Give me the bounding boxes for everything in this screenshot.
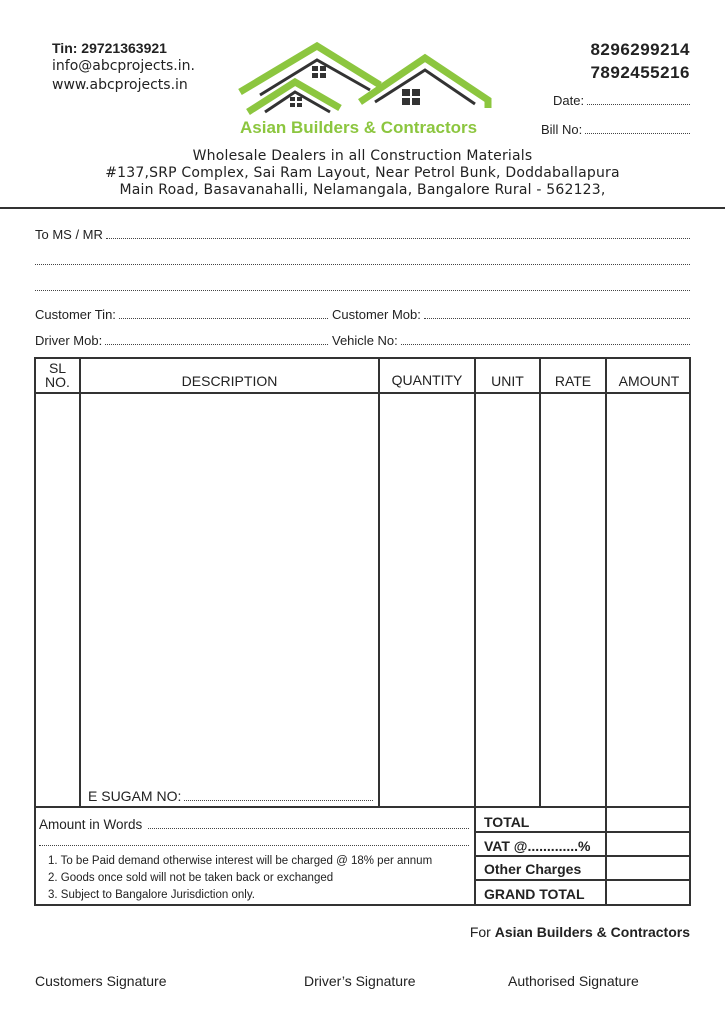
address-line-field-2[interactable] [35,274,690,294]
customer-tin-label: Customer Tin: [35,307,116,322]
col-description: DESCRIPTION [181,373,278,389]
address-line-1: #137,SRP Complex, Sai Ram Layout, Near Petrol Bunk, Doddaballapura [105,165,620,181]
note-3: 3. Subject to Bangalore Jurisdiction only. [48,889,255,901]
customer-signature: Customers Signature [35,973,167,989]
amount-in-words-label: Amount in Words [39,817,143,832]
col-sl-no: SL NO. [45,360,70,390]
customer-mob-field[interactable] [332,302,690,322]
tagline: Wholesale Dealers in all Construction Materials [192,148,533,164]
authorised-signature: Authorised Signature [508,973,639,989]
phone-1: 8296299214 [590,40,690,59]
date-label: Date: [553,93,585,108]
address-line-field-1[interactable] [35,248,690,268]
esugam-label: E SUGAM NO: [88,788,182,804]
for-company [470,924,690,940]
col-amount: AMOUNT [618,373,680,389]
phone-2: 7892455216 [590,63,690,82]
total-label: TOTAL [484,814,530,830]
address-line-2: Main Road, Basavanahalli, Nelamangala, Bangalore Rural - 562123, [119,182,606,198]
date-field[interactable] [553,93,690,108]
col-rate: RATE [554,373,592,389]
other-charges-label: Other Charges [484,861,582,877]
items-table [34,357,691,906]
note-1: 1. To be Paid demand otherwise interest will be charged @ 18% per annum [48,855,433,867]
bill-no-label: Bill No: [541,122,583,137]
driver-mob-field[interactable] [35,328,328,348]
grand-total-label: GRAND TOTAL [484,886,585,902]
to-label: To MS / MR [35,227,103,242]
header-divider [0,207,725,209]
vehicle-no-label: Vehicle No: [332,333,398,348]
company-website: www.abcprojects.in [52,77,188,93]
driver-signature: Driver’s Signature [304,973,416,989]
for-company-name: Asian Builders & Contractors [494,924,690,940]
company-name-logo: Asian Builders & Contractors [240,118,478,137]
esugam-field[interactable] [88,788,373,804]
vehicle-no-field[interactable] [332,328,690,348]
for-prefix: For [469,924,491,940]
amount-in-words-line-2[interactable] [39,837,469,849]
note-2: 2. Goods once sold will not be taken back or exchanged [48,872,334,884]
customer-tin-field[interactable] [35,302,328,322]
customer-mob-label: Customer Mob: [332,307,421,322]
vat-label: VAT @.............% [484,838,591,854]
to-field[interactable] [35,222,690,242]
header-row-divider [36,392,689,394]
col-quantity: QUANTITY [391,372,463,388]
company-email: info@abcprojects.in. [52,58,195,74]
driver-mob-label: Driver Mob: [35,333,103,348]
col-unit: UNIT [491,373,524,389]
house-logo-icon [230,40,495,120]
bill-no-field[interactable] [541,122,690,137]
company-tin: Tin: 29721363921 [52,40,167,56]
amount-in-words-field[interactable] [39,817,469,832]
